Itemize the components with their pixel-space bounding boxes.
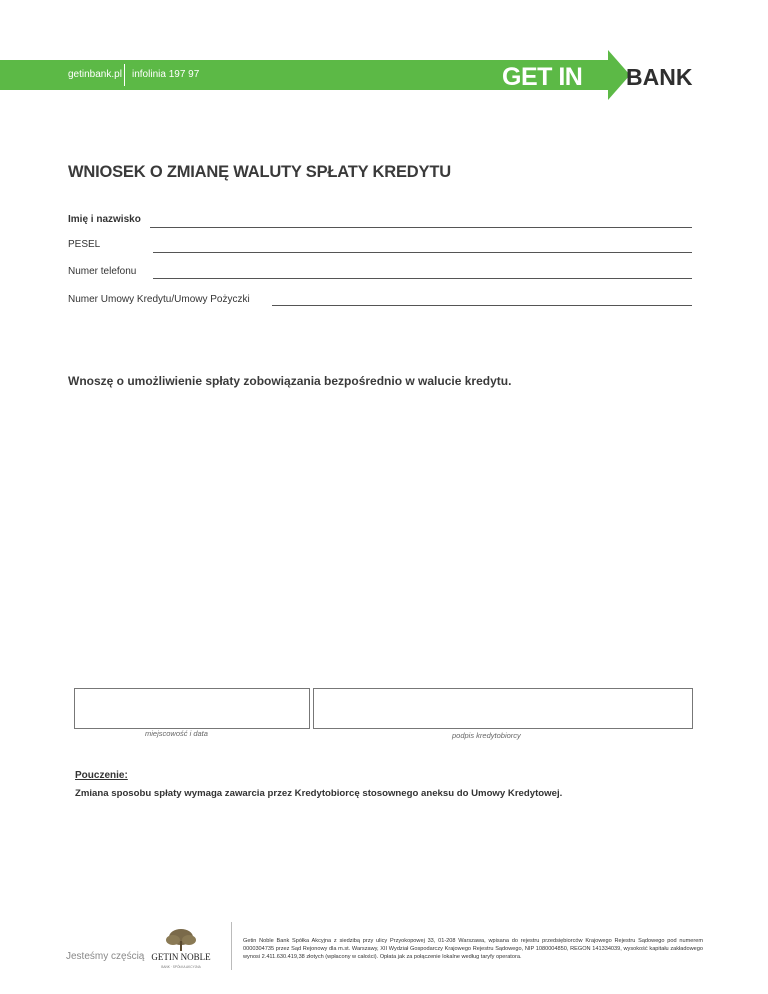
contract-number-field[interactable] — [272, 305, 692, 306]
name-label: Imię i nazwisko — [68, 214, 141, 225]
notice-title: Pouczenie: — [75, 770, 128, 781]
website-link[interactable]: getinbank.pl — [68, 69, 122, 80]
header-divider — [124, 64, 125, 86]
signature-caption: podpis kredytobiorcy — [452, 731, 521, 740]
logo-bank: BANK — [626, 64, 693, 90]
group-logo-name: GETIN NOBLE — [151, 952, 211, 962]
request-statement: Wnoszę o umożliwienie spłaty zobowiązania bezpośrednio w walucie kredytu. — [68, 374, 512, 388]
pesel-field[interactable] — [153, 252, 692, 253]
phone-field[interactable] — [153, 278, 692, 279]
footer-part-of: Jesteśmy częścią — [66, 951, 145, 962]
phone-label: Numer telefonu — [68, 266, 137, 277]
form-title: WNIOSEK O ZMIANĘ WALUTY SPŁATY KREDYTU — [68, 163, 451, 181]
contract-number-label: Numer Umowy Kredytu/Umowy Pożyczki — [68, 294, 250, 305]
place-date-box[interactable] — [74, 688, 310, 729]
hotline-text: infolinia 197 97 — [132, 69, 200, 80]
group-logo-tagline: BANK · SPÓŁKA AKCYJNA — [161, 965, 201, 969]
place-date-caption: miejscowość i data — [145, 729, 208, 738]
name-field[interactable] — [150, 227, 692, 228]
pesel-label: PESEL — [68, 239, 101, 250]
logo-getin: GET IN — [502, 63, 583, 91]
getin-noble-tree-logo — [145, 928, 217, 972]
notice-text: Zmiana sposobu spłaty wymaga zawarcia przez Kredytobiorcę stosownego aneksu do Umowy Kredytowej. — [75, 788, 563, 799]
signature-box[interactable] — [313, 688, 693, 729]
legal-text: Getin Noble Bank Spółka Akcyjna z siedzibą przy ulicy Przyokopowej 33, 01-208 Warszawa, wpisana do rejestru przedsiębiorców Krajowego Rejestru Sądowego pod numerem 0000304735 przez Sąd Rejonowy dla m.st. Warszawy, XII Wydział Gospodarczy Krajowego Rejestru Sądowego, NIP 1080004850, REGON 141334039, wysokość kapitału zakładowego wynosi 2.411.630.419,38 złotych (wpłacony w całości). Opłata jak za połączenie lokalne według taryfy operatora. — [243, 938, 703, 960]
footer-divider — [231, 922, 232, 970]
